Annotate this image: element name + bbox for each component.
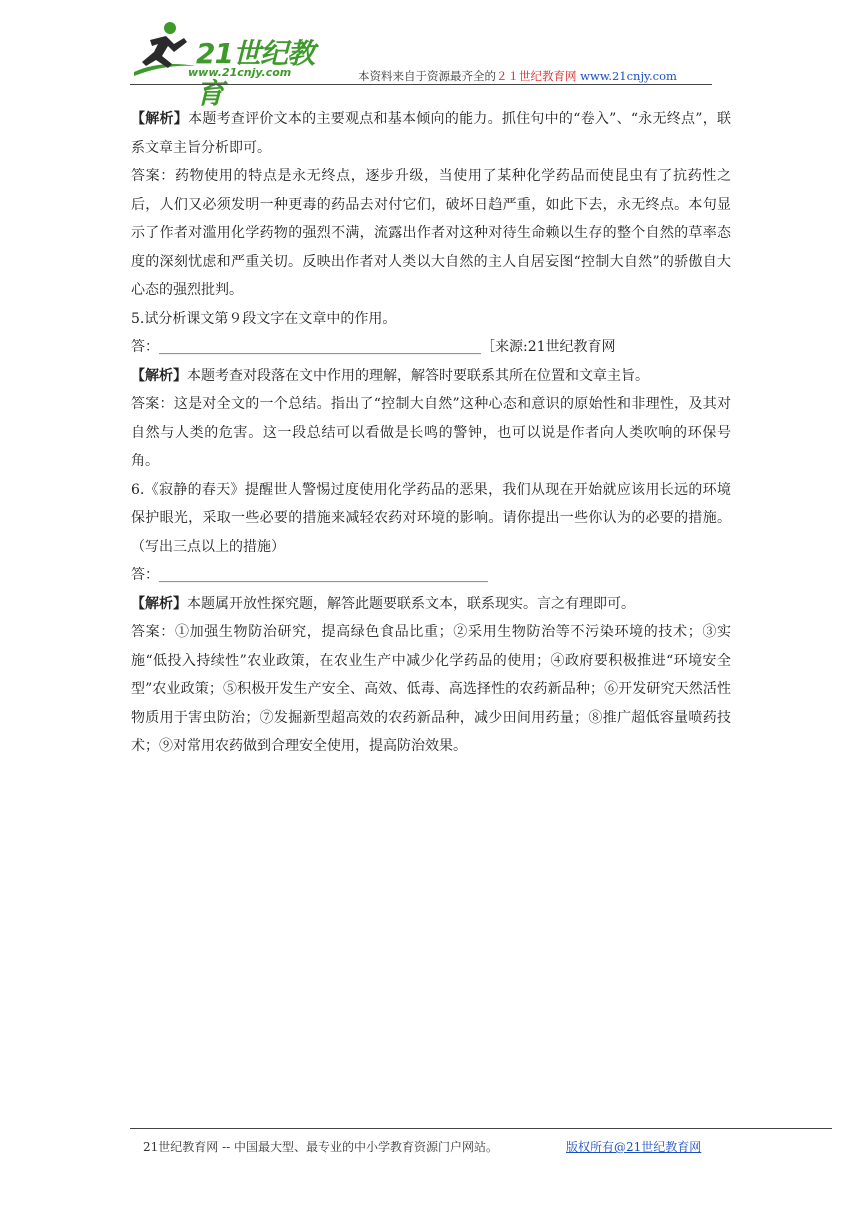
answer-paragraph-3: 答案：①加强生物防治研究，提高绿色食品比重；②采用生物防治等不污染环境的技术；③实施“低投入持续性”农业政策，在农业生产中减少化学药品的使用；④政府要积极推进“环境安全型”农业政策；⑤积极开发生产安全、高效、低毒、高选择性的农药新品种；⑥开发研究天然活性物质用于害虫防治；⑦发掘新型超高效的农药新品种，减少田间用药量；⑧推广超低容量喷药技术；⑨对常用农药做到合理安全使用，提高防治效果。 — [131, 624, 731, 754]
header-tagline — [358, 68, 677, 84]
analysis-label: 【解析】 — [131, 111, 189, 127]
analysis-text: 本题考查对段落在文中作用的理解，解答时要联系其所在位置和文章主旨。 — [187, 367, 649, 384]
copyright-link[interactable]: 版权所有@21世纪教育网 — [566, 1140, 702, 1154]
analysis-text: 本题考查评价文本的主要观点和基本倾向的能力。抓住句中的“卷入”、“永无终点”，联系文章主旨分析即可。 — [131, 111, 731, 156]
answer-paragraph-1: 答案：药物使用的特点是永无终点，逐步升级，当使用了某种化学药品而使昆虫有了抗药性之后，人们又必须发明一种更毒的药品去对付它们，破坏日趋严重，如此下去，永无终点。本句显示了作者对滥用化学药物的强烈不满，流露出作者对这种对待生命赖以生存的整个自然的草率态度的深刻忧虑和严重关切。反映出作者对人类以大自然的主人自居妄图“控制大自然”的骄傲自大心态的强烈批判。 — [131, 168, 731, 298]
answer-line-6: 答：_______________________________________________ — [131, 567, 488, 583]
tagline-prefix: 本资料来自于资源最齐全的 — [358, 69, 496, 83]
answer-line-5: 答：______________________________________________［来源:21世纪教育网 — [131, 339, 616, 355]
site-logo[interactable] — [130, 20, 330, 110]
answer-paragraph-2: 答案：这是对全文的一个总结。指出了“控制大自然”这种心态和意识的原始性和非理性，及其对自然与人类的危害。这一段总结可以看做是长鸣的警钟，也可以说是作者向人类吹响的环保号角。 — [131, 396, 731, 469]
question-6: 6.《寂静的春天》提醒世人警惕过度使用化学药品的恶果，我们从现在开始就应该用长远的环境保护眼光，采取一些必要的措施来减轻农药对环境的影响。请你提出一些你认为的必要的措施。（写出三点以上的措施） — [131, 481, 731, 555]
tagline-url-link[interactable]: www.21cnjy.com — [580, 69, 677, 83]
analysis-label: 【解析】 — [131, 595, 187, 612]
analysis-label: 【解析】 — [131, 367, 187, 384]
logo-wordmark: 21世纪教育 — [196, 37, 314, 110]
header-divider — [130, 84, 712, 85]
analysis-text: 本题属开放性探究题，解答此题要联系文本，联系现实。言之有理即可。 — [187, 595, 635, 612]
page-header — [130, 20, 710, 110]
tagline-site-link[interactable]: ２１世纪教育网 — [496, 69, 577, 83]
footer-text: 21世纪教育网 -- 中国最大型、最专业的中小学教育资源门户网站。 — [143, 1140, 499, 1154]
analysis-paragraph-3 — [131, 590, 731, 619]
logo-url: www.21cnjy.com — [188, 66, 292, 79]
document-body — [131, 105, 731, 761]
question-5: 5.试分析课文第９段文字在文章中的作用。 — [131, 310, 397, 327]
analysis-paragraph-1 — [131, 105, 731, 162]
footer-divider — [130, 1128, 832, 1129]
analysis-paragraph-2 — [131, 362, 731, 391]
